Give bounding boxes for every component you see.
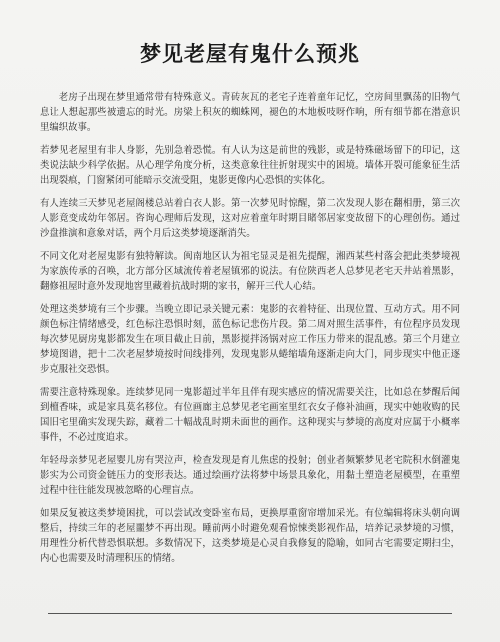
- paragraph: 年轻母亲梦见老屋婴儿房有哭泣声，检查发现是育儿焦虑的投射；创业者频繁梦见老宅院积水倒灌鬼影实为公司资金链压力的变形表达。通过绘画疗法将梦中场景具象化，用黏土塑造老屋模型，在重塑过程中往往能发现被忽略的心理盲点。: [40, 455, 460, 496]
- article-body: [40, 90, 460, 566]
- paragraph: 处理这类梦境有三个步骤。当晚立即记录关键元素：鬼影的衣着特征、出现位置、互动方式。用不同颜色标注情绪感受，红色标注恐惧时刻，蓝色标记悲伤片段。第二周对照生活事件，有位程序员发现每次梦见厨房鬼影都发生在项目截止日前，黑影搅拌汤锅对应工作压力带来的混乱感。第三个月建立梦境图谱，把十二次老屋梦境按时间线排列，发现鬼影从蜷缩墙角逐渐走向大门，同步现实中他正逐步克服社交恐惧。: [40, 304, 460, 375]
- paragraph: 老房子出现在梦里通常带有特殊意义。青砖灰瓦的老宅子连着童年记忆，空房间里飘荡的旧物气息让人想起那些被遗忘的时光。房梁上积灰的蜘蛛网，褪色的木地板吱呀作响，所有细节都在潜意识里编织故事。: [40, 92, 460, 133]
- paragraph: 有人连续三天梦见老屋阁楼总站着白衣人影。第一次梦见时惊醒，第二次发现人影在翻相册，第三次人影竟变成幼年邻居。咨询心理师后发现，这对应着童年时期目睹邻居家变故留下的心理创伤。通过沙盘推演和意象对话，两个月后这类梦境逐渐消失。: [40, 198, 460, 239]
- paragraph: 如果反复被这类梦境困扰，可以尝试改变卧室布局，更换厚重窗帘增加采光。有位编辑将床头朝向调整后，持续三年的老屋噩梦不再出现。睡前两小时避免观看惊悚类影视作品，培养记录梦境的习惯，用理性分析代替恐惧联想。多数情况下，这类梦境是心灵自我修复的隐喻，如同古宅需要定期扫尘，内心也需要及时清理积压的情绪。: [40, 508, 460, 564]
- paragraph: 不同文化对老屋鬼影有独特解读。闽南地区认为祖宅显灵是祖先提醒，湘西某些村落会把此类梦境视为家族传承的召唤，北方部分区域流传着老屋镇邪的说法。有位陕西老人总梦见老宅天井站着黑影，翻修祖屋时意外发现地窖里藏着抗战时期的家书，解开三代人心结。: [40, 251, 460, 292]
- paragraph: 需要注意特殊现象。连续梦见同一鬼影超过半年且伴有现实感应的情况需要关注，比如总在梦醒后闻到檀香味，或是家具莫名移位。有位画廊主总梦见老宅画室里红衣女子修补油画，现实中她收购的民国旧宅里确实发现失踪，藏着二十幅战乱时期未面世的画作。这种现实与梦境的高度对应属于小概率事件，不必过度追求。: [40, 387, 460, 443]
- paragraph: 若梦见老屋里有非人身影，先别急着恐慌。有人认为这是前世的残影，或是特殊磁场留下的印记，这类说法缺少科学依据。从心理学角度分析，这类意象往往折射现实中的困境。墙体开裂可能象征生活出现裂痕，门窗紧闭可能暗示交流受阻，鬼影更像内心恐惧的实体化。: [40, 145, 460, 186]
- footer-divider: [48, 613, 452, 614]
- page-title: 梦见老屋有鬼什么预兆: [140, 42, 360, 66]
